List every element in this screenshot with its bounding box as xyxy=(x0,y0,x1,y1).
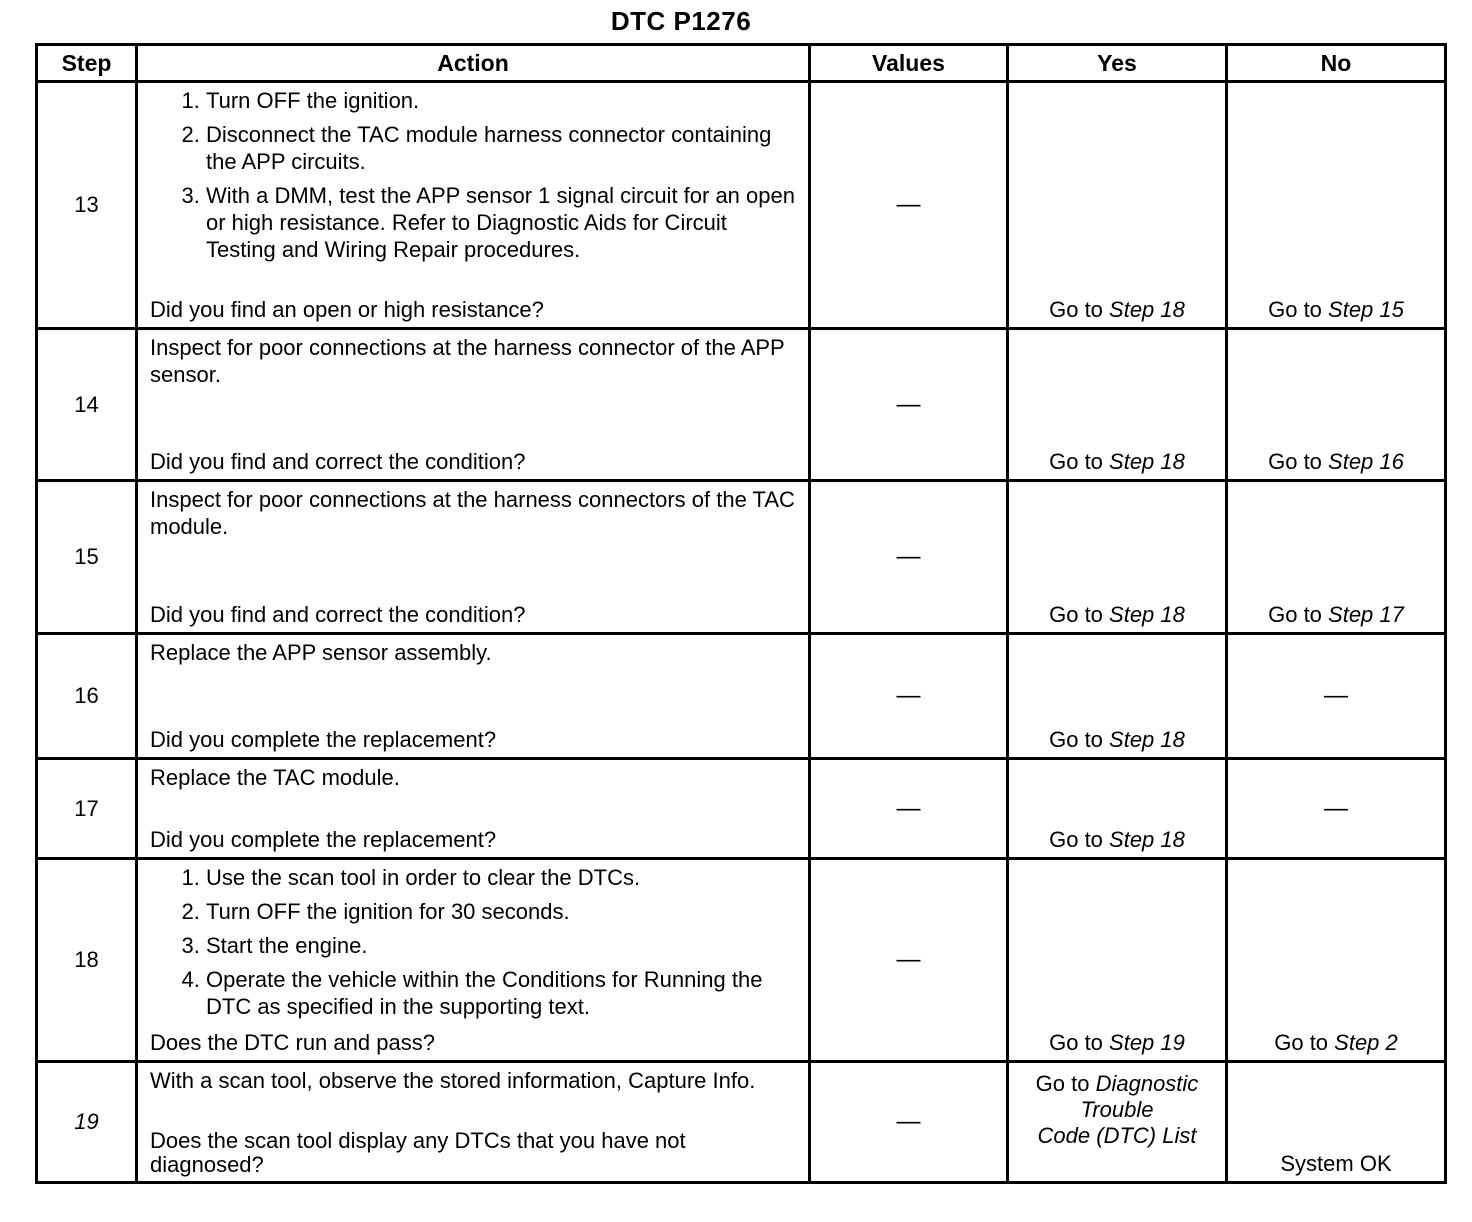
action-text: Inspect for poor connections at the harness connectors of the TAC module. xyxy=(150,487,795,539)
values-cell: — xyxy=(810,634,1008,759)
goto-link[interactable]: Go to Step 19 xyxy=(1049,1030,1185,1055)
table-row-step-18 xyxy=(37,859,1446,1062)
header-action: Action xyxy=(137,45,810,82)
page-title: DTC P1276 xyxy=(610,6,752,36)
no-cell xyxy=(1227,329,1446,481)
yes-cell xyxy=(1008,759,1227,859)
action-cell xyxy=(137,634,810,759)
step-number: 18 xyxy=(37,859,137,1062)
values-cell: — xyxy=(810,329,1008,481)
no-cell xyxy=(1227,634,1446,759)
action-text: Replace the TAC module. xyxy=(150,765,400,790)
values-cell: — xyxy=(810,759,1008,859)
action-list xyxy=(150,864,796,1020)
goto-link[interactable]: Go to Step 18 xyxy=(1049,602,1185,627)
table-row-step-17 xyxy=(37,759,1446,859)
yes-cell xyxy=(1008,329,1227,481)
action-text: Inspect for poor connections at the harness connector of the APP sensor. xyxy=(150,335,785,387)
goto-link[interactable]: Go to Step 18 xyxy=(1049,727,1185,752)
step-number: 17 xyxy=(37,759,137,859)
action-cell xyxy=(137,481,810,634)
action-question: Did you find and correct the condition? xyxy=(150,602,526,627)
action-cell xyxy=(137,859,810,1062)
goto-link[interactable]: Go to Step 18 xyxy=(1049,297,1185,322)
no-cell xyxy=(1227,1062,1446,1183)
values-cell: — xyxy=(810,82,1008,329)
values-cell: — xyxy=(810,481,1008,634)
values-cell: — xyxy=(810,1062,1008,1183)
action-question: Does the scan tool display any DTCs that you have not diagnosed? xyxy=(150,1128,686,1177)
step-number: 16 xyxy=(37,634,137,759)
action-question: Does the DTC run and pass? xyxy=(150,1030,435,1055)
header-values: Values xyxy=(810,45,1008,82)
yes-cell xyxy=(1008,481,1227,634)
action-cell xyxy=(137,82,810,329)
list-item: 2. Turn OFF the ignition for 30 seconds. xyxy=(206,898,796,925)
list-item: 2. Disconnect the TAC module harness connector containing the APP circuits. xyxy=(206,121,796,175)
list-item: 1. Turn OFF the ignition. xyxy=(206,87,796,114)
table-row-step-19 xyxy=(37,1062,1446,1183)
no-cell xyxy=(1227,481,1446,634)
yes-cell xyxy=(1008,634,1227,759)
table-row-step-14 xyxy=(37,329,1446,481)
yes-cell xyxy=(1008,1062,1227,1183)
action-question: Did you complete the replacement? xyxy=(150,827,497,852)
header-yes: Yes xyxy=(1008,45,1227,82)
list-item: 4. Operate the vehicle within the Conditions for Running the DTC as specified in the supporting text. xyxy=(206,966,796,1020)
header-row xyxy=(37,45,1446,82)
no-cell xyxy=(1227,759,1446,859)
no-value: — xyxy=(1324,794,1348,822)
list-item: 3. Start the engine. xyxy=(206,932,796,959)
action-list xyxy=(150,87,796,263)
step-number: 19 xyxy=(37,1062,137,1183)
action-text: Replace the APP sensor assembly. xyxy=(150,640,492,665)
no-cell xyxy=(1227,82,1446,329)
action-cell xyxy=(137,759,810,859)
goto-link[interactable]: Go to Step 18 xyxy=(1049,827,1185,852)
no-cell xyxy=(1227,859,1446,1062)
goto-link[interactable]: Go to Step 15 xyxy=(1268,297,1404,322)
step-number: 13 xyxy=(37,82,137,329)
system-ok-text: System OK xyxy=(1280,1151,1392,1176)
action-cell xyxy=(137,329,810,481)
action-question: Did you complete the replacement? xyxy=(150,727,497,752)
goto-link[interactable]: Go to Step 16 xyxy=(1268,449,1404,474)
values-cell: — xyxy=(810,859,1008,1062)
action-question: Did you find and correct the condition? xyxy=(150,449,526,474)
dtc-table xyxy=(35,43,1447,1184)
header-step: Step xyxy=(37,45,137,82)
table-row-step-13 xyxy=(37,82,1446,329)
goto-link[interactable]: Go to Step 17 xyxy=(1268,602,1404,627)
table-row-step-15 xyxy=(37,481,1446,634)
yes-cell xyxy=(1008,859,1227,1062)
yes-cell xyxy=(1008,82,1227,329)
goto-link[interactable]: Go to Step 2 xyxy=(1274,1030,1398,1055)
step-number: 15 xyxy=(37,481,137,634)
action-text: With a scan tool, observe the stored information, Capture Info. xyxy=(150,1068,756,1093)
action-question: Did you find an open or high resistance? xyxy=(150,297,544,322)
goto-link[interactable]: Go to Diagnostic Trouble Code (DTC) List xyxy=(1035,1071,1199,1148)
goto-link[interactable]: Go to Step 18 xyxy=(1049,449,1185,474)
table-row-step-16 xyxy=(37,634,1446,759)
action-cell xyxy=(137,1062,810,1183)
list-item: 3. With a DMM, test the APP sensor 1 signal circuit for an open or high resistance. Refer to Diagnostic Aids for Circuit Testing and Wiring Repair procedures. xyxy=(206,182,796,263)
header-no: No xyxy=(1227,45,1446,82)
list-item: 1. Use the scan tool in order to clear the DTCs. xyxy=(206,864,796,891)
no-value: — xyxy=(1324,682,1348,709)
step-number: 14 xyxy=(37,329,137,481)
